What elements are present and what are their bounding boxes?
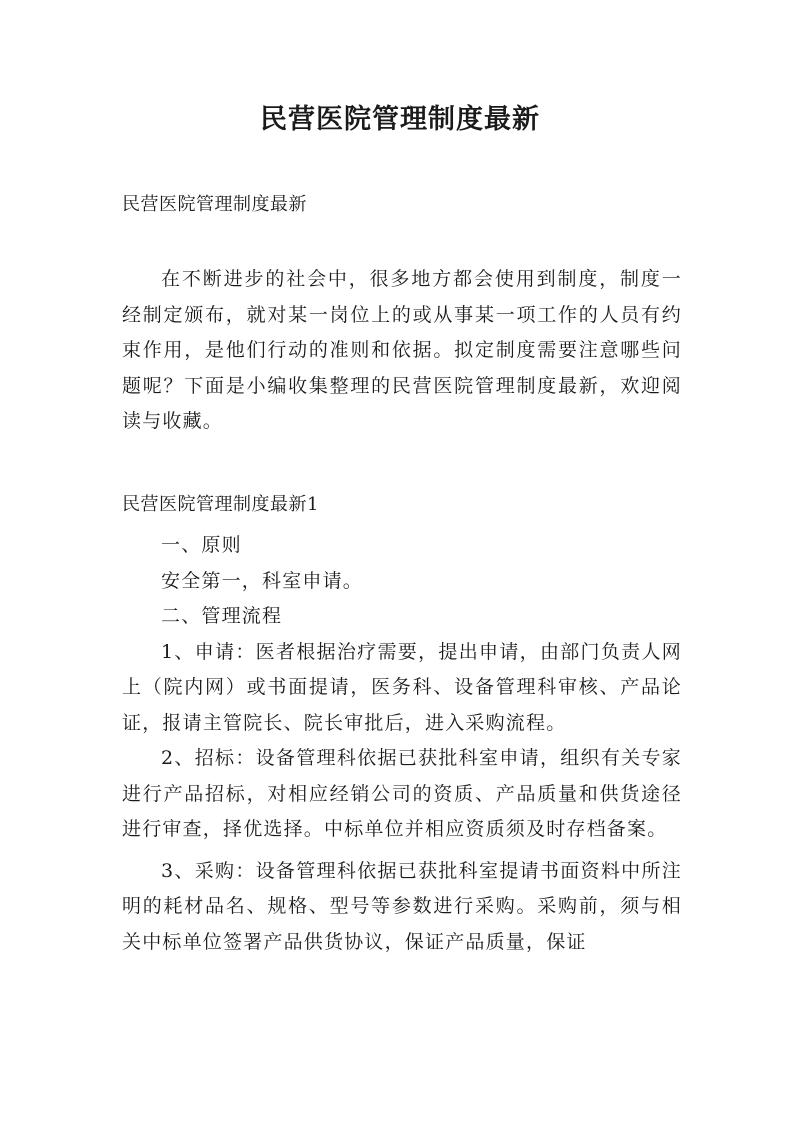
section-heading: 民营医院管理制度最新1 <box>122 494 319 515</box>
intro-paragraph: 在不断进步的社会中，很多地方都会使用到制度，制度一经制定颁布，就对某一岗位上的或从事某一项工作的人员有约束作用，是他们行动的准则和依据。拟定制度需要注意哪些问题呢？下面是小编收集整理的民营医院管理制度最新，欢迎阅读与收藏。 <box>122 268 682 432</box>
principle-heading: 一、原则 <box>161 534 242 556</box>
principle-text: 安全第一，科室申请。 <box>161 569 364 592</box>
section-content <box>122 528 682 960</box>
document-title: 民营医院管理制度最新 <box>260 104 540 135</box>
process-heading: 二、管理流程 <box>161 605 283 627</box>
step-apply: 1、申请：医者根据治疗需要，提出申请，由部门负责人网上（院内网）或书面提请，医务科、设备管理科审核、产品论证，报请主管院长、院长审批后，进入采购流程。 <box>122 640 682 734</box>
document-subtitle: 民营医院管理制度最新 <box>122 194 307 215</box>
step-tender: 2、招标：设备管理科依据已获批科室申请，组织有关专家进行产品招标，对相应经销公司的资质、产品质量和供货途径进行审查，择优选择。中标单位并相应资质须及时存档备案。 <box>122 747 682 840</box>
step-purchase: 3、采购：设备管理科依据已获批科室提请书面资料中所注明的耗材品名、规格、型号等参数进行采购。采购前，须与相关中标单位签署产品供货协议，保证产品质量，保证 <box>122 859 682 953</box>
